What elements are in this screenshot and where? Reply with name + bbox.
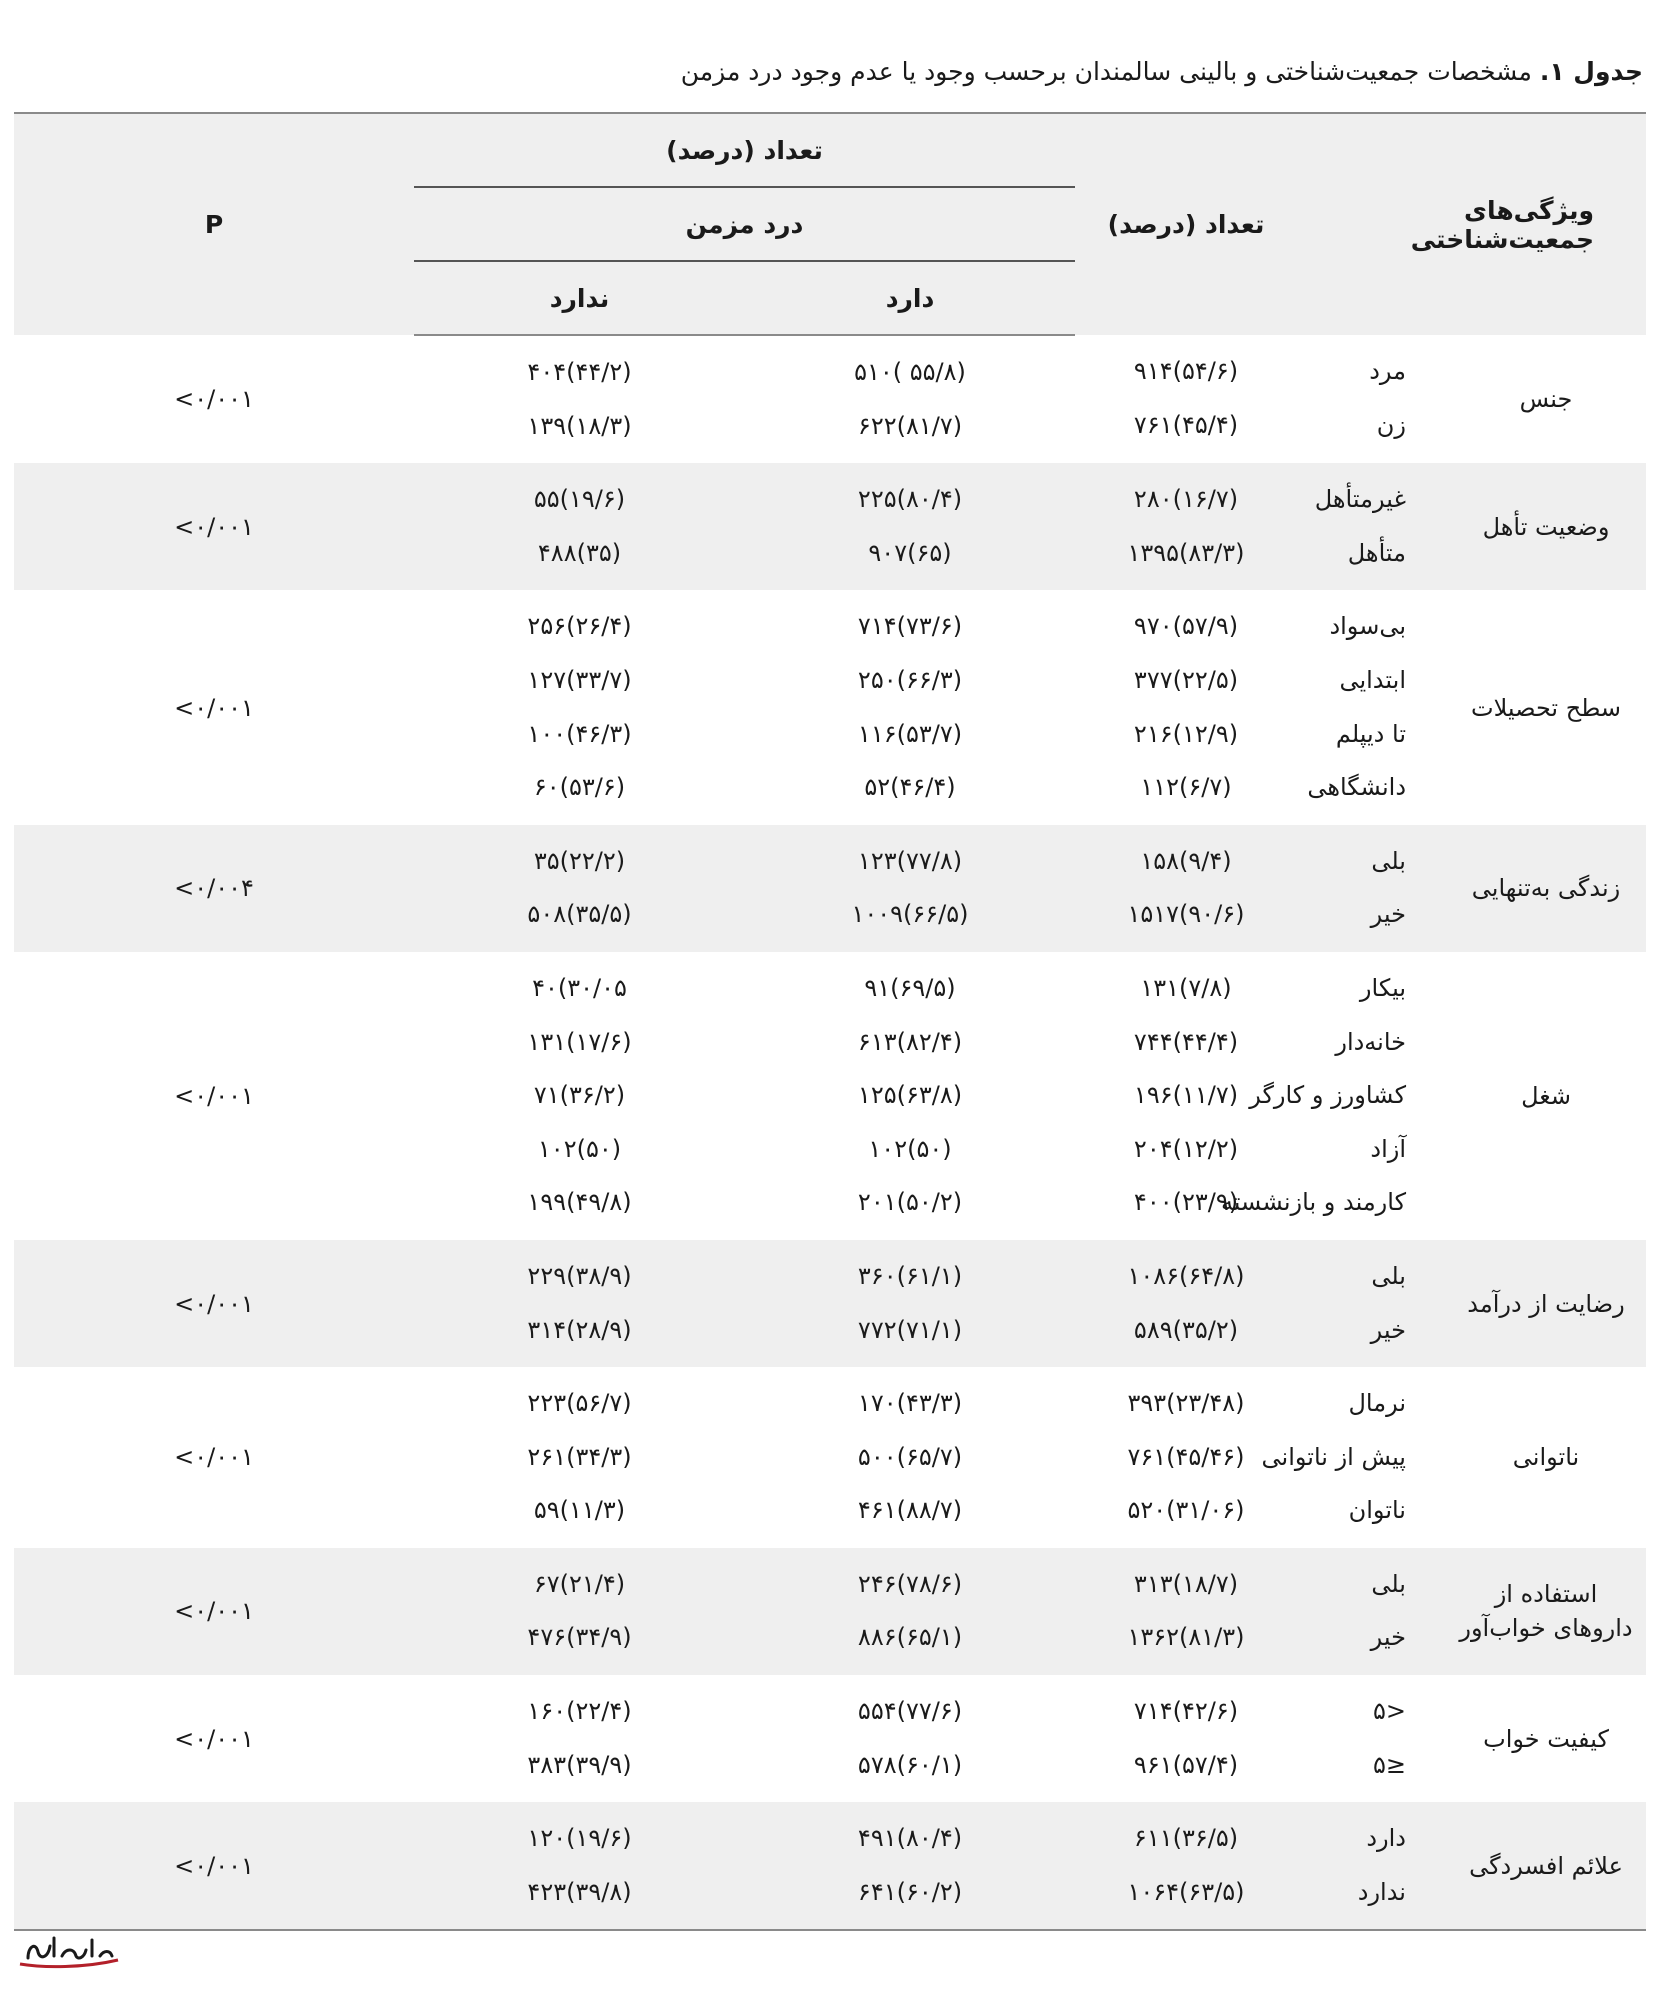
no-pain-value-cell: [414, 463, 745, 590]
no-pain-value: ۵۹(۱۱/۳): [533, 1496, 626, 1525]
p-value: <۰/۰۰۱: [174, 1081, 254, 1110]
total-value: ۱۹۶(۱۱/۷): [1133, 1081, 1239, 1110]
category-value: تا دیپلم: [1335, 719, 1406, 748]
total-value: ۶۱۱(۳۶/۵): [1133, 1824, 1239, 1853]
category-value-cell: [1297, 1675, 1452, 1802]
no-pain-value: ۵۰۸(۳۵/۵): [527, 900, 632, 929]
table-row: [14, 1548, 1646, 1675]
has-pain-value: ۵۷۸(۶۰/۱): [857, 1750, 963, 1779]
total-value-cell: [1075, 825, 1297, 952]
has-pain-value: ۶۴۱(۶۰/۲): [857, 1877, 963, 1906]
no-pain-value: ۶۷(۲۱/۴): [533, 1569, 626, 1598]
no-pain-value: ۴۲۳(۳۹/۸): [527, 1877, 632, 1906]
has-pain-value: ۶۱۳(۸۲/۴): [857, 1027, 963, 1056]
category-value-cell: [1297, 335, 1452, 463]
no-pain-value-cell: [414, 1802, 745, 1930]
total-value-cell: [1075, 1240, 1297, 1367]
total-value-cell: [1075, 335, 1297, 463]
caption-text: مشخصات جمعیت‌شناختی و بالینی سالمندان برحسب وجود یا عدم وجود درد مزمن: [680, 57, 1540, 86]
p-value: <۰/۰۰۴: [14, 825, 414, 952]
group-label: استفاده از داروهای خواب‌آور: [1459, 1580, 1633, 1643]
table-row: [14, 1675, 1646, 1802]
has-pain-value: ۲۵۰(۶۶/۳): [857, 665, 963, 694]
table-row: [14, 1240, 1646, 1367]
no-pain-value: ۱۳۱(۱۷/۶): [527, 1027, 632, 1056]
header-count-percent: تعداد (درصد): [1075, 113, 1297, 335]
total-value: ۹۷۰(۵۷/۹): [1133, 612, 1239, 641]
total-value: ۲۱۶(۱۲/۹): [1133, 719, 1239, 748]
demographics-table: [14, 112, 1646, 1931]
no-pain-value-cell: [414, 825, 745, 952]
has-pain-value-cell: [745, 825, 1075, 952]
no-pain-value: ۱۲۰(۱۹/۶): [527, 1824, 632, 1853]
category-value-cell: [1261, 1367, 1452, 1548]
total-value: ۹۶۱(۵۷/۴): [1133, 1750, 1239, 1779]
has-pain-value: ۶۲۲(۸۱/۷): [857, 411, 963, 440]
has-pain-value-cell: [745, 1367, 1075, 1548]
no-pain-value: ۳۱۴(۲۸/۹): [527, 1315, 632, 1344]
has-pain-value-cell: [745, 335, 1075, 463]
category-value: متأهل: [1347, 538, 1406, 567]
category-value-cell: [1297, 825, 1452, 952]
category-value: کشاورز و کارگر: [1249, 1081, 1406, 1110]
has-pain-value: ۱۰۰۹(۶۶/۵): [851, 900, 969, 929]
total-value: ۱۳۶۲(۸۱/۳): [1127, 1623, 1245, 1652]
group-label-cell: [1452, 952, 1646, 1240]
total-value-cell: [1075, 590, 1297, 824]
no-pain-value: ۱۲۷(۳۳/۷): [527, 665, 632, 694]
group-label-cell: [1452, 1802, 1646, 1930]
table-row: [14, 1802, 1646, 1930]
p-value: <۰/۰۰۱: [14, 463, 414, 590]
total-value: ۷۴۴(۴۴/۴): [1133, 1027, 1239, 1056]
group-label: علائم افسردگی: [1469, 1851, 1623, 1880]
no-pain-value: ۲۲۳(۵۶/۷): [527, 1389, 632, 1418]
category-value: آزاد: [1370, 1134, 1406, 1163]
category-value: مرد: [1369, 357, 1406, 385]
total-value: ۵۸۹(۳۵/۲): [1133, 1315, 1239, 1344]
category-value-cell: [1297, 1240, 1452, 1367]
category-value: ندارد: [1357, 1877, 1406, 1906]
category-value-cell: [1220, 952, 1452, 1240]
category-value: خیر: [1370, 900, 1406, 929]
has-pain-value: ۲۰۱(۵۰/۲): [857, 1188, 963, 1217]
no-pain-value: ۱۹۹(۴۹/۸): [527, 1188, 632, 1217]
no-pain-value: ۵۵(۱۹/۶): [533, 485, 626, 514]
group-label: وضعیت تأهل: [1482, 512, 1610, 541]
group-label: سطح تحصیلات: [1470, 693, 1622, 722]
no-pain-value: ۱۰۰(۴۶/۳): [527, 719, 632, 748]
total-value-cell: [1075, 1675, 1297, 1802]
total-value: ۱۱۲(۶/۷): [1140, 773, 1232, 802]
p-value: <۰/۰۰۱: [14, 1240, 414, 1367]
has-pain-value: ۳۶۰(۶۱/۱): [857, 1261, 963, 1290]
category-value: <۵: [1373, 1697, 1406, 1726]
category-value: ناتوان: [1348, 1496, 1406, 1525]
total-value: ۲۸۰(۱۶/۷): [1133, 485, 1239, 514]
has-pain-value: ۴۹۱(۸۰/۴): [857, 1824, 963, 1853]
has-pain-value: ۱۱۶(۵۳/۷): [857, 719, 963, 748]
has-pain-value: ۱۷۰(۴۳/۳): [857, 1389, 963, 1418]
total-value: ۳۹۳(۲۳/۴۸): [1127, 1389, 1245, 1418]
category-value-cell: [1297, 1802, 1452, 1930]
no-pain-value: ۲۲۹(۳۸/۹): [527, 1261, 632, 1290]
category-value: ≤۵: [1373, 1750, 1406, 1779]
total-value-cell: [1075, 1802, 1297, 1930]
p-value: <۰/۰۰۱: [174, 385, 254, 414]
has-pain-value: ۹۰۷(۶۵): [868, 538, 952, 567]
no-pain-value: ۲۵۶(۲۶/۴): [527, 612, 632, 641]
no-pain-value: ۱۰۲(۵۰): [537, 1134, 622, 1163]
group-label: ناتوانی: [1512, 1443, 1580, 1472]
header-p: P: [14, 113, 414, 335]
no-pain-value: ۴۰۴(۴۴/۲): [527, 358, 632, 386]
has-pain-value: ۷۱۴(۷۳/۶): [857, 612, 963, 641]
has-pain-value-cell: [745, 1675, 1075, 1802]
total-value-cell: [1075, 1548, 1297, 1675]
has-pain-value: ۱۰۲(۵۰): [868, 1134, 952, 1163]
group-label-cell: [1452, 335, 1646, 463]
category-value: کارمند و بازنشسته: [1220, 1188, 1406, 1217]
has-pain-value: ۴۶۱(۸۸/۷): [857, 1496, 963, 1525]
category-value: غیرمتأهل: [1314, 485, 1406, 514]
has-pain-value: ۵۱۰( ۵۵/۸): [854, 358, 966, 386]
no-pain-value: ۳۸۳(۳۹/۹): [527, 1750, 632, 1779]
has-pain-value-cell: [745, 1802, 1075, 1930]
p-value: <۰/۰۰۱: [14, 1802, 414, 1930]
total-value: ۱۵۱۷(۹۰/۶): [1127, 900, 1245, 929]
total-value: ۵۲۰(۳۱/۰۶): [1127, 1496, 1245, 1525]
total-value-cell: [1075, 463, 1297, 590]
p-value: <۰/۰۰۱: [14, 1548, 414, 1675]
has-pain-value: ۹۱(۶۹/۵): [864, 973, 956, 1002]
total-value: ۴۰۰(۲۳/۹): [1133, 1188, 1239, 1217]
category-value: بلی: [1371, 846, 1406, 875]
total-value: ۱۰۶۴(۶۳/۵): [1127, 1877, 1245, 1906]
has-pain-value: ۵۰۰(۶۵/۷): [857, 1442, 963, 1471]
category-value-cell: [1297, 590, 1452, 824]
group-label: زندگی به‌تنهایی: [1471, 874, 1621, 903]
table-header: [14, 113, 1646, 335]
category-value: خیر: [1370, 1623, 1406, 1652]
header-has-not: ندارد: [414, 261, 745, 335]
category-value: بیکار: [1359, 973, 1406, 1002]
has-pain-value: ۲۴۶(۷۸/۶): [857, 1569, 963, 1598]
group-label: رضایت از درآمد: [1467, 1289, 1625, 1318]
group-label-cell: [1452, 1675, 1646, 1802]
total-value: ۱۵۸(۹/۴): [1140, 846, 1232, 875]
no-pain-value: ۴۷۶(۳۴/۹): [527, 1623, 632, 1652]
table-row: [14, 1367, 1646, 1548]
category-value: نرمال: [1348, 1389, 1406, 1418]
no-pain-value: ۲۶۱(۳۴/۳): [527, 1442, 632, 1471]
header-group-count-percent: تعداد (درصد): [414, 113, 1075, 187]
total-value: ۷۶۱(۴۵/۴۶): [1127, 1442, 1245, 1471]
has-pain-value: ۷۷۲(۷۱/۱): [857, 1315, 963, 1344]
has-pain-value: ۸۸۶(۶۵/۱): [857, 1623, 963, 1652]
total-value: ۱۰۸۶(۶۴/۸): [1127, 1261, 1245, 1290]
total-value: ۷۶۱(۴۵/۴): [1133, 410, 1239, 439]
total-value: ۱۳۱(۷/۸): [1140, 973, 1232, 1002]
table-caption: [23, 52, 1643, 92]
category-value: خانه‌دار: [1335, 1027, 1406, 1056]
total-value: ۲۰۴(۱۲/۲): [1133, 1134, 1239, 1163]
no-pain-value: ۴۰(۳۰/۰۵: [532, 973, 627, 1002]
header-has: دارد: [745, 261, 1075, 335]
category-value: بلی: [1371, 1261, 1406, 1290]
group-label-cell: [1452, 1240, 1646, 1367]
category-value: زن: [1376, 410, 1406, 439]
group-label-cell: [1452, 825, 1646, 952]
category-value: ابتدایی: [1339, 665, 1406, 694]
no-pain-value: ۱۳۹(۱۸/۳): [527, 411, 632, 440]
table-container: [14, 112, 1646, 1931]
no-pain-value-cell: [414, 590, 745, 824]
table-row: [14, 590, 1646, 824]
caption-label: جدول ۱.: [1539, 57, 1643, 86]
total-value: ۹۱۴(۵۴/۶): [1133, 357, 1239, 385]
group-label-cell: [1452, 463, 1646, 590]
category-value: بلی: [1371, 1569, 1406, 1598]
has-pain-value: ۱۲۳(۷۷/۸): [857, 846, 963, 875]
category-value: دارد: [1366, 1824, 1406, 1853]
group-label: کیفیت خواب: [1483, 1724, 1609, 1753]
has-pain-value-cell: [745, 1548, 1075, 1675]
no-pain-value: ۶۰(۵۳/۶): [533, 773, 626, 802]
no-pain-value-cell: [414, 1548, 745, 1675]
has-pain-value: ۲۲۵(۸۰/۴): [857, 485, 963, 514]
has-pain-value: ۵۵۴(۷۷/۶): [857, 1697, 963, 1726]
table-row: [14, 335, 1646, 463]
journal-logo: [14, 1930, 124, 1976]
table-body: [14, 335, 1646, 1930]
no-pain-value: ۴۸۸(۳۵): [537, 538, 622, 567]
has-pain-value: ۱۲۵(۶۳/۸): [857, 1081, 963, 1110]
no-pain-value: ۳۵(۲۲/۲): [533, 846, 626, 875]
category-value: بی‌سواد: [1329, 612, 1406, 641]
no-pain-value: ۱۶۰(۲۲/۴): [527, 1697, 632, 1726]
no-pain-value-cell: [414, 1675, 745, 1802]
group-label-cell: [1452, 1548, 1646, 1675]
total-value: ۱۳۹۵(۸۳/۳): [1127, 538, 1245, 567]
category-value: خیر: [1370, 1315, 1406, 1344]
no-pain-value-cell: [414, 1240, 745, 1367]
has-pain-value-cell: [745, 463, 1075, 590]
group-label-cell: [1452, 590, 1646, 824]
total-value: ۳۷۷(۲۲/۵): [1133, 665, 1239, 694]
no-pain-value-cell: [414, 335, 745, 463]
header-characteristic: ویژگی‌های جمعیت‌شناختی: [1297, 113, 1646, 335]
table-row: [14, 825, 1646, 952]
table-row: [14, 952, 1646, 1240]
no-pain-value-cell: [414, 952, 745, 1240]
has-pain-value: ۵۲(۴۶/۴): [864, 773, 956, 802]
total-value: ۷۱۴(۴۲/۶): [1133, 1697, 1239, 1726]
no-pain-value-cell: [414, 1367, 745, 1548]
group-label-cell: [1452, 1367, 1646, 1548]
group-label: جنس: [1519, 385, 1573, 414]
category-value-cell: [1297, 1548, 1452, 1675]
header-chronic-pain: درد مزمن: [414, 187, 1075, 261]
no-pain-value: ۷۱(۳۶/۲): [533, 1081, 626, 1110]
category-value: پیش از ناتوانی: [1261, 1442, 1406, 1471]
p-value: <۰/۰۰۱: [174, 693, 254, 722]
total-value: ۳۱۳(۱۸/۷): [1133, 1569, 1239, 1598]
p-value: <۰/۰۰۱: [174, 1724, 254, 1753]
category-value: دانشگاهی: [1307, 773, 1406, 802]
table-row: [14, 463, 1646, 590]
category-value-cell: [1297, 463, 1452, 590]
has-pain-value-cell: [745, 590, 1075, 824]
group-label: شغل: [1521, 1081, 1571, 1110]
has-pain-value-cell: [745, 1240, 1075, 1367]
p-value: <۰/۰۰۱: [174, 1443, 254, 1472]
has-pain-value-cell: [745, 952, 1075, 1240]
